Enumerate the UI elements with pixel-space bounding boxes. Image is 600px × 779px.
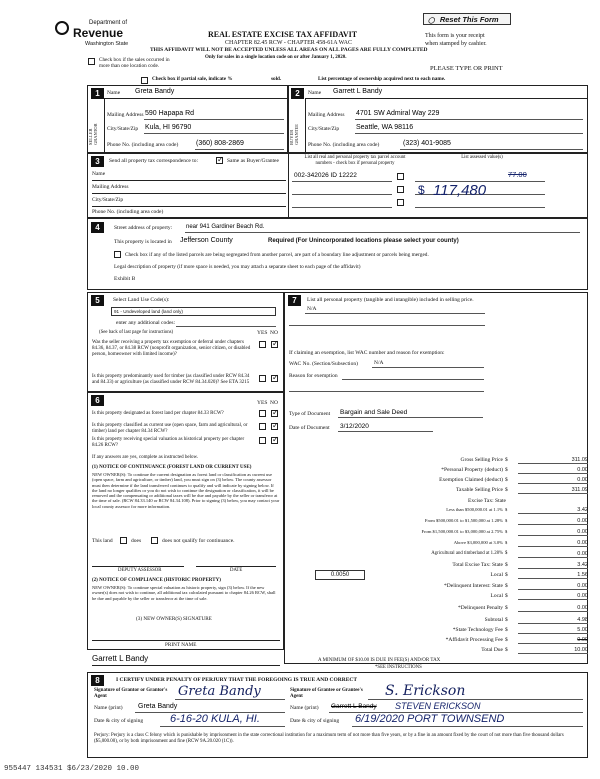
multi-location-label: Check box if the sales occurred in more than one location code.: [99, 57, 170, 69]
minimum-due-note: A MINIMUM OF $10.00 IS DUE IN FEE(S) AND/OR TAX: [318, 658, 441, 663]
dollar-sign: $: [505, 593, 508, 599]
dollar-sign: $: [505, 562, 508, 568]
seller-mailing-field[interactable]: 590 Hapapa Rd: [145, 110, 195, 117]
dollar-sign: $: [505, 583, 508, 589]
buyer-name-label: Name: [308, 90, 322, 96]
same-as-buyer-checkbox[interactable]: [216, 157, 223, 164]
print-name-field[interactable]: Garrett L Bandy: [92, 654, 149, 663]
tax-row-agri: [313, 551, 588, 561]
grantee-print-struck: Garrett L Bandy: [331, 703, 377, 710]
tax-row-processing-fee: [313, 637, 588, 647]
legal-description-field[interactable]: Exhibit B: [114, 276, 136, 282]
grantor-date-field[interactable]: 6-16-20 KULA, HI.: [170, 713, 260, 725]
deputy-assessor-label: DEPUTY ASSESSOR: [118, 568, 162, 573]
tax-label: *State Technology Fee: [452, 627, 503, 633]
tax-label: From $1,500,000.01 to $3,000,000 at 2.75%: [421, 529, 503, 534]
exemption-question: If claiming an exemption, list WAC number and reason for exemption:: [289, 350, 445, 356]
same-as-buyer-label: Same as Buyer/Grantee: [227, 158, 279, 164]
section6-question-1: Is this property designated as forest land per chapter 84.33 RCW?: [92, 411, 224, 416]
segregated-checkbox[interactable]: [114, 251, 121, 258]
print-name-label: PRINT NAME: [165, 642, 197, 648]
parcel-number-field[interactable]: 002-342026 ID 12222: [294, 172, 357, 179]
segregated-label: Check box if any of the listed parcels are being segregated from another parcel, are part of a boundary line adjustment or parcels being merged.: [125, 252, 429, 258]
notice-continuance-body: NEW OWNER(S): To continue the current designation as forest land or classification as current use (open space, farm and agriculture, or timber) land, you must sign on (3) below. The county assessor must then determine if the land transferred continues to qualify and will indicate by signing below. If the land no longer qualifies or you do not wish to continue the designation or classification, it will be removed and the compensating or additional taxes will be due and payable by the seller or transferor at the time of sale. (RCW 84.33.140 or RCW 84.34.108). Prior to signing (3) below, you may contact your local county assessor for more information.: [92, 472, 280, 509]
unincorporated-note: Required (For Unincorporated locations please select your county): [268, 238, 459, 244]
ownership-note: List percentage of ownership acquired next to each name.: [318, 76, 446, 82]
dor-logo: [55, 19, 155, 53]
local-rate-value: 0.0050: [330, 572, 350, 578]
wac-field[interactable]: N/A: [374, 360, 384, 366]
correspondence-label: Send all property tax correspondence to:: [109, 158, 199, 164]
dollar-sign: $: [505, 518, 508, 523]
tax-row-tier4: [313, 540, 588, 550]
tax-label: *Affidavit Processing Fee: [445, 637, 503, 643]
s6-q2-yes[interactable]: [259, 423, 266, 430]
dollar-sign: $: [505, 540, 508, 545]
land-does-not-label: does not qualify for continuance.: [162, 538, 235, 544]
grantee-signature[interactable]: S. Erickson: [385, 683, 466, 699]
this-land-label: This land: [92, 538, 113, 544]
grantor-signature[interactable]: Greta Bandy: [178, 684, 261, 699]
total-state-tax-field[interactable]: 3.42: [518, 562, 588, 569]
notice-continuance-title: (1) NOTICE OF CONTINUANCE (FOREST LAND OR CURRENT USE): [92, 465, 252, 470]
wac-label: WAC No. (Section/Subsection): [289, 361, 358, 367]
dollar-sign: $: [505, 637, 508, 643]
doc-date-field[interactable]: 3/12/2020: [340, 423, 369, 430]
section5-question-1: Was the seller receiving a property tax exemption or deferral under chapters 84.36, 84.37, or 84.38 RCW (nonprofit organization, senior citizen, or disabled person, homeowner with limited income)?: [92, 340, 251, 357]
tax-label: Total Excise Tax: State: [452, 562, 503, 568]
s6-q3-yes[interactable]: [259, 437, 266, 444]
assessed-value-dollar: $: [418, 183, 425, 197]
reset-label: Reset This Form: [439, 15, 499, 24]
notice-compliance-body: NEW OWNER(S): To continue special valuation as historic property, sign (3) below. If the new owner(s) does not wish to continue, all additional tax calculated pursuant to chapter 84.26 RCW, shall be due and payable by the seller or transferor at the time of sale.: [92, 585, 276, 601]
tax-label: Less than $500,000.01 at 1.1%: [446, 507, 503, 512]
tax-label: *Personal Property (deduct): [441, 467, 503, 473]
tax-row-exemption: [313, 477, 588, 487]
receipt-note: This form is your receipt: [425, 33, 485, 39]
buyer-city-field[interactable]: Seattle, WA 98116: [356, 124, 414, 131]
seller-mailing-label: Mailing Address: [107, 112, 144, 118]
personal-property-label: List all personal property (tangible and intangible) included in selling price.: [307, 297, 474, 303]
s5-q2-no[interactable]: [271, 375, 278, 382]
section6-question-2: Is this property classified as current use (open space, farm and agricultural, or timber) land per chapter 84.34 RCW?: [92, 423, 248, 434]
land-does-label: does: [131, 538, 142, 544]
dollar-sign: $: [505, 487, 508, 493]
tax-row-total: [313, 647, 588, 657]
section1-number: 1: [91, 88, 104, 99]
street-field[interactable]: near 941 Gardiner Beach Rd.: [186, 224, 265, 230]
grantee-date-label: Date & city of signing: [290, 718, 340, 724]
parcel-header: List all real and personal property tax parcel account numbers - check box if personal property: [304, 155, 406, 166]
tax-row-tier3: [313, 529, 588, 539]
see-back-note: (See back of last page for instructions): [99, 330, 174, 335]
s5-q2-yes[interactable]: [259, 375, 266, 382]
total-due-field[interactable]: 10.00: [518, 647, 588, 654]
certify-statement: I CERTIFY UNDER PENALTY OF PERJURY THAT THE FOREGOING IS TRUE AND CORRECT: [116, 677, 358, 683]
seller-side-label: SELLER GRANTOR: [88, 123, 99, 145]
doc-type-field[interactable]: Bargain and Sale Deed: [340, 409, 408, 416]
correspondence-city-label: City/State/Zip: [92, 197, 124, 203]
assessed-header: List assessed value(s): [461, 155, 503, 160]
perjury-notice: Perjury: Perjury is a class C felony which is punishable by imprisonment in the state correctional institution for a maximum term of not more than five years, or by a fine in an amount fixed by the court of not more than five thousand dollars ($5,000.00), or by both imprisonment and fine (RCW 9A.20.020 (1C)).: [94, 733, 564, 745]
please-type: PLEASE TYPE OR PRINT: [430, 65, 503, 72]
reset-form-button[interactable]: [423, 13, 511, 25]
land-use-select[interactable]: [111, 307, 276, 316]
grantor-print-label: Name (print): [94, 705, 123, 711]
section7-number: 7: [288, 295, 301, 306]
tech-fee-field[interactable]: 5.00: [518, 627, 588, 634]
s6-q2-no[interactable]: [271, 423, 278, 430]
tax-row-personal: [313, 467, 588, 477]
additional-codes-label: enter any additional codes:: [116, 320, 176, 326]
parcel-personal-checkbox-1[interactable]: [397, 173, 404, 180]
parcel-personal-checkbox-2[interactable]: [397, 186, 404, 193]
county-select[interactable]: Jefferson County: [180, 237, 233, 244]
section5-question-2: Is this property predominantly used for timber (as classified under RCW 84.34 and 84.33) or agriculture (as classified under RCW 84.34.020)? See ETA 3215: [92, 374, 250, 385]
buyer-city-label: City/State/Zip: [308, 126, 340, 132]
deputy-date-label: DATE: [230, 568, 243, 573]
tax-label: Gross Selling Price: [460, 457, 503, 463]
tax-row-local: [313, 572, 588, 582]
s6-q3-no[interactable]: [271, 437, 278, 444]
form-subtitle: CHAPTER 82.45 RCW - CHAPTER 458-61A WAC: [225, 40, 352, 46]
dollar-sign: $: [505, 477, 508, 483]
land-does-not-checkbox[interactable]: [151, 537, 158, 544]
logo-mark-icon: [55, 21, 69, 35]
dollar-sign: $: [505, 507, 508, 512]
buyer-phone-field[interactable]: (323) 401-9085: [403, 140, 451, 147]
tax-label: Above $3,000,000 at 3.0%: [453, 540, 503, 545]
legal-description-label: Legal description of property (if more space is needed, you may attach a separate sheet to each page of the affidavit): [114, 264, 361, 270]
s5-q1-no[interactable]: [271, 341, 278, 348]
new-owner-signature-label: (3) NEW OWNER(S) SIGNATURE: [136, 616, 212, 622]
tier3-tax-field[interactable]: 0.00: [518, 529, 588, 536]
tax-label: Subtotal: [484, 617, 503, 623]
excise-state-heading: Excise Tax: State: [468, 498, 507, 504]
grantor-signature-label: Signature of Grantor or Grantor's Agent: [94, 688, 168, 699]
partial-sale-label: Check box if partial sale, indicate %: [152, 76, 233, 82]
located-label: This property is located in: [114, 239, 172, 245]
seller-phone-field[interactable]: (360) 808-2869: [196, 140, 244, 147]
tax-label: Agricultural and timberland at 1.28%: [431, 551, 503, 556]
agency-name: Revenue: [73, 26, 124, 40]
grantee-print-label: Name (print): [290, 705, 319, 711]
penalty-field[interactable]: 0.00: [518, 605, 588, 612]
seller-phone-label: Phone No. (including area code): [107, 142, 179, 148]
section6-question-3: Is this property receiving special valuation as historical property per chapter 84.26 RCW?: [92, 437, 245, 448]
receipt-note-2: when stamped by cashier.: [425, 41, 487, 47]
tax-row-taxable: [313, 487, 588, 497]
taxable-selling-price-field[interactable]: 311.09: [518, 487, 588, 494]
dollar-sign: $: [505, 605, 508, 611]
assessed-value-field[interactable]: 117,480: [433, 182, 487, 199]
tax-label: *Delinquent Interest: State: [444, 583, 503, 589]
seller-city-label: City/State/Zip: [107, 126, 139, 132]
tax-row-subtotal: [313, 617, 588, 627]
dollar-sign: $: [505, 467, 508, 473]
dollar-sign: $: [505, 647, 508, 653]
grantee-date-field[interactable]: 6/19/2020 PORT TOWNSEND: [355, 713, 505, 725]
dollar-sign: $: [505, 529, 508, 534]
section2-number: 2: [291, 88, 304, 99]
section6-number: 6: [91, 395, 104, 406]
personal-property-deduct-field[interactable]: 0.00: [518, 467, 588, 474]
land-use-label: Select Land Use Code(s):: [113, 297, 170, 303]
grantee-print-field[interactable]: STEVEN ERICKSON: [395, 701, 481, 711]
tier4-tax-field[interactable]: 0.00: [518, 540, 588, 547]
parcel-personal-checkbox-3[interactable]: [397, 199, 404, 206]
dollar-sign: $: [505, 457, 508, 463]
section3-number: 3: [91, 156, 104, 167]
section8-number: 8: [91, 675, 104, 686]
buyer-phone-label: Phone No. (including area code): [308, 142, 380, 148]
tax-label: Total Due: [481, 647, 503, 653]
notice-compliance-title: (2) NOTICE OF COMPLIANCE (HISTORIC PROPERTY): [92, 578, 221, 583]
correspondence-mailing-label: Mailing Address: [92, 184, 129, 190]
tax-label: Local: [490, 593, 503, 599]
tax-row-interest-local: [313, 593, 588, 603]
sold-label: sold.: [271, 76, 282, 82]
tax-row-tier1: [313, 507, 588, 517]
tax-row-gross: [313, 457, 588, 467]
dept-line: Department of: [89, 20, 128, 26]
section6-no-header: NO: [270, 400, 278, 406]
tax-row-tech-fee: [313, 627, 588, 637]
partial-sale-checkbox[interactable]: [141, 77, 148, 84]
dollar-sign: $: [505, 551, 508, 556]
doc-date-label: Date of Document: [289, 425, 330, 431]
reason-label: Reason for exemption: [289, 373, 338, 379]
land-use-value: 91 - Undeveloped land (land only): [114, 309, 183, 314]
tax-label: From $500,000.01 to $1,500,000 at 1.28%: [424, 518, 503, 523]
interest-state-field[interactable]: 0.00: [518, 583, 588, 590]
form-title: REAL ESTATE EXCISE TAX AFFIDAVIT: [208, 30, 358, 39]
buyer-mailing-field[interactable]: 4701 SW Admiral Way 229: [356, 110, 440, 117]
form-notice: THIS AFFIDAVIT WILL NOT BE ACCEPTED UNLESS ALL AREAS ON ALL PAGES ARE FULLY COMPLETED: [150, 47, 428, 53]
seller-name-label: Name: [107, 90, 121, 96]
tier1-tax-field[interactable]: 3.42: [518, 507, 588, 514]
tax-label: *Delinquent Penalty: [457, 605, 503, 611]
tax-label: Local: [490, 572, 503, 578]
tax-label: Exemption Claimed (deduct): [439, 477, 503, 483]
single-location-notice: Only for sales in a single location code on or after January 1, 2020.: [205, 55, 347, 60]
recording-stamp: 955447 134531 $6/23/2020 10.00: [4, 765, 140, 773]
dollar-sign: $: [505, 627, 508, 633]
correspondence-phone-label: Phone No. (including area code): [92, 209, 164, 215]
street-label: Street address of property:: [114, 225, 173, 231]
section4-number: 4: [91, 222, 104, 233]
agri-tax-field[interactable]: 0.00: [518, 551, 588, 558]
tax-row-interest-state: [313, 583, 588, 593]
processing-fee-field[interactable]: 0.00: [518, 637, 588, 644]
section5-number: 5: [91, 295, 104, 306]
dollar-sign: $: [505, 572, 508, 578]
seller-name-field[interactable]: Greta Bandy: [135, 88, 175, 95]
tax-row-tier2: [313, 518, 588, 528]
gross-selling-price-field[interactable]: 311.09: [518, 457, 588, 464]
dollar-sign: $: [505, 617, 508, 623]
correspondence-name-label: Name: [92, 171, 106, 177]
tier2-tax-field[interactable]: 0.00: [518, 518, 588, 525]
tax-label: Taxable Selling Price: [456, 487, 503, 493]
s5-q1-yes[interactable]: [259, 341, 266, 348]
grantee-signature-label: Signature of Grantee or Grantee's Agent: [290, 688, 363, 699]
see-instructions-note: *SEE INSTRUCTIONS: [375, 665, 422, 670]
local-tax-field[interactable]: 1.56: [518, 572, 588, 579]
interest-local-field[interactable]: 0.00: [518, 593, 588, 600]
exemption-deduct-field[interactable]: 0.00: [518, 477, 588, 484]
personal-property-field[interactable]: N/A: [307, 306, 317, 312]
seller-city-field[interactable]: Kula, HI 96790: [145, 124, 192, 131]
s6-q1-yes[interactable]: [259, 410, 266, 417]
assessed-value-struck: 77.00: [508, 170, 527, 179]
s6-q1-no[interactable]: [271, 410, 278, 417]
buyer-mailing-label: Mailing Address: [308, 112, 345, 118]
land-does-checkbox[interactable]: [120, 537, 127, 544]
grantor-date-label: Date & city of signing: [94, 718, 144, 724]
buyer-side-label: BUYER GRANTEE: [289, 124, 300, 145]
state-name: Washington State: [85, 41, 129, 47]
section5-no-header: NO: [270, 330, 278, 336]
multi-location-checkbox[interactable]: [88, 58, 95, 65]
subtotal-field[interactable]: 4.98: [518, 617, 588, 624]
buyer-name-field[interactable]: Garrett L Bandy: [333, 88, 383, 95]
if-any-yes-note: If any answers are yes, complete as instructed below.: [92, 455, 199, 460]
grantor-print-field[interactable]: Greta Bandy: [138, 703, 178, 710]
reset-icon: ◯: [428, 18, 435, 24]
doc-type-label: Type of Document: [289, 411, 331, 417]
section5-yes-header: YES: [257, 330, 268, 336]
tax-row-penalty: [313, 605, 588, 615]
section6-yes-header: YES: [257, 400, 268, 406]
